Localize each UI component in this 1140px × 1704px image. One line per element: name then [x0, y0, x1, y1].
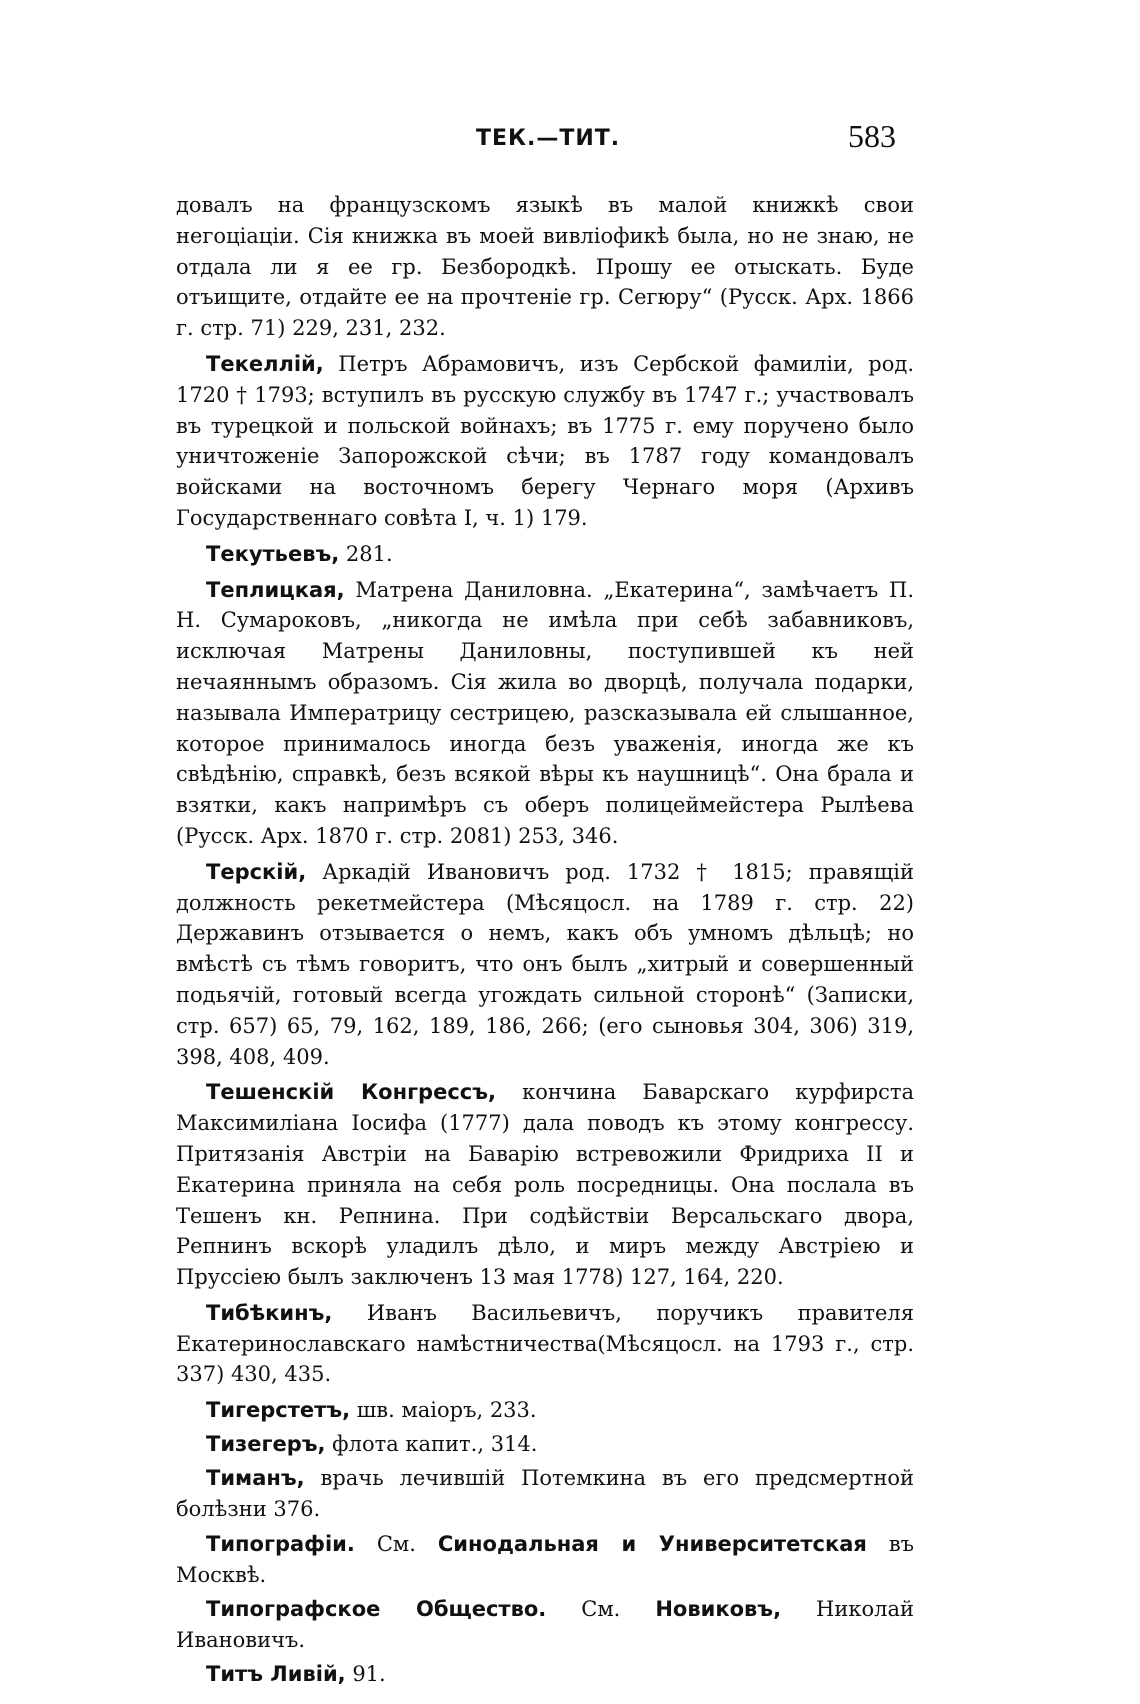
page-number: 583 — [848, 118, 896, 154]
entry-text: шв. маіоръ, 233. — [350, 1398, 537, 1423]
entry-text: довалъ на французскомъ языкѣ въ малой книжкѣ свои негоціаціи. Сія книжка въ моей вивліофикѣ была, но не знаю, не отдала ли я ее гр. Безбородкѣ. Прошу ее отыскать. Буде отъищите, отдайте ее на прочтеніе гр. Сегюру“ (Русск. Арх. 1866 г. стр. 71) 229, 231, 232. — [176, 193, 914, 341]
entry-text-after: Николай Ивановичъ. — [176, 1597, 914, 1652]
entry-tekutyev — [176, 539, 914, 570]
entry-headword: Терскій, — [206, 859, 307, 884]
entry-headword: Тигерстетъ, — [206, 1398, 351, 1423]
entry-text: 281. — [339, 541, 393, 566]
entry-timan — [176, 1463, 914, 1525]
entry-tigerstet — [176, 1395, 914, 1426]
entry-cross-reference: Новиковъ, — [655, 1597, 782, 1622]
entry-text: См. — [354, 1532, 438, 1557]
entry-headword: Типографское Общество. — [206, 1597, 547, 1622]
running-head: ТЕК.—ТИТ. — [476, 126, 621, 151]
entry-headword: Тибѣкинъ, — [206, 1300, 333, 1325]
entry-headword: Текутьевъ, — [206, 541, 340, 566]
entry-tekelliy — [176, 349, 914, 534]
entry-headword: Тизегеръ, — [206, 1432, 326, 1457]
entry-teplitskaya — [176, 575, 914, 852]
entry-headword: Титъ Ливій, — [206, 1661, 346, 1686]
entry-headword: Текеллій, — [206, 351, 324, 376]
entry-text-after: въ Москвѣ. — [176, 1532, 915, 1588]
entry-tibekin — [176, 1298, 914, 1390]
entry-text: Петръ Абрамовичъ, изъ Сербской фамиліи, род. 1720 † 1793; вступилъ въ русскую службу въ 1747 г.; участвовалъ въ турецкой и польской войнахъ; въ 1775 г. ему поручено было уничтоженіе Запорожской сѣчи; въ 1787 году командовалъ войсками на восточномъ берегу Чернаго моря (Архивъ Государственнаго совѣта I, ч. 1) 179. — [176, 351, 914, 530]
entry-text: кончина Баварскаго курфирста Максимиліана Іосифа (1777) дала поводъ къ этому конгрессу. Притязанія Австріи на Баварію встревожили Фридриха II и Екатерина приняла на себя роль посредницы. Она послала въ Тешенъ кн. Репнина. При содѣйствіи Версальскаго двора, Репнинъ вскорѣ уладилъ дѣло, и миръ между Австріею и Пруссіею былъ заключенъ 13 мая 1778) 127, 164, 220. — [176, 1080, 914, 1290]
entry-typographic-society — [176, 1594, 914, 1656]
index-entries — [176, 190, 914, 1694]
entry-headword: Теплицкая, — [206, 577, 345, 602]
entry-continuation — [176, 190, 914, 344]
entry-tizeger — [176, 1429, 914, 1460]
entry-terskiy — [176, 857, 914, 1073]
entry-headword: Типографіи. — [206, 1532, 355, 1557]
entry-headword: Тиманъ, — [206, 1465, 305, 1490]
entry-headword: Тешенскій Конгрессъ, — [206, 1080, 496, 1105]
entry-typographies — [176, 1529, 914, 1591]
entry-text: врачь лечившій Потемкина въ его предсмертной болѣзни 376. — [176, 1465, 914, 1521]
entry-text: Аркадій Ивановичъ род. 1732 † 1815; правящій должность рекетмейстера (Мѣсяцосл. на 1789 г. стр. 22) Державинъ отзывается о немъ, какъ объ умномъ дѣльцѣ; но вмѣстѣ съ тѣмъ говоритъ, что онъ былъ „хитрый и совершенный подьячій, готовый всегда угождать сильной сторонѣ“ (Записки, стр. 657) 65, 79, 162, 189, 186, 266; (его сыновья 304, 306) 319, 398, 408, 409. — [176, 859, 914, 1069]
page-header — [0, 118, 1140, 158]
entry-text: 91. — [345, 1661, 386, 1686]
entry-titus-livius — [176, 1659, 914, 1690]
entry-text: См. — [546, 1597, 656, 1622]
entry-text: Иванъ Васильевичъ, поручикъ правителя Екатеринославскаго намѣстничества(Мѣсяцосл. на 1793 г., стр. 337) 430, 435. — [176, 1300, 914, 1387]
entry-cross-reference: Синодальная и Университетская — [437, 1532, 867, 1557]
entry-text: Матрена Даниловна. „Екатерина“, замѣчаетъ П. Н. Сумароковъ, „никогда не имѣла при себѣ забавниковъ, исключая Матрены Даниловны, поступившей къ ней нечаяннымъ образомъ. Сія жила во дворцѣ, получала подарки, называла Императрицу сестрицею, разсказывала ей слышанное, которое принималось иногда безъ уваженія, иногда же къ свѣдѣнію, справкѣ, безъ всякой вѣры къ наушницѣ“. Она брала и взятки, какъ напримѣръ съ оберъ полицеймейстера Рылѣева (Русск. Арх. 1870 г. стр. 2081) 253, 346. — [176, 577, 914, 848]
entry-text: флота капит., 314. — [325, 1432, 538, 1457]
entry-teschen-congress — [176, 1077, 914, 1293]
